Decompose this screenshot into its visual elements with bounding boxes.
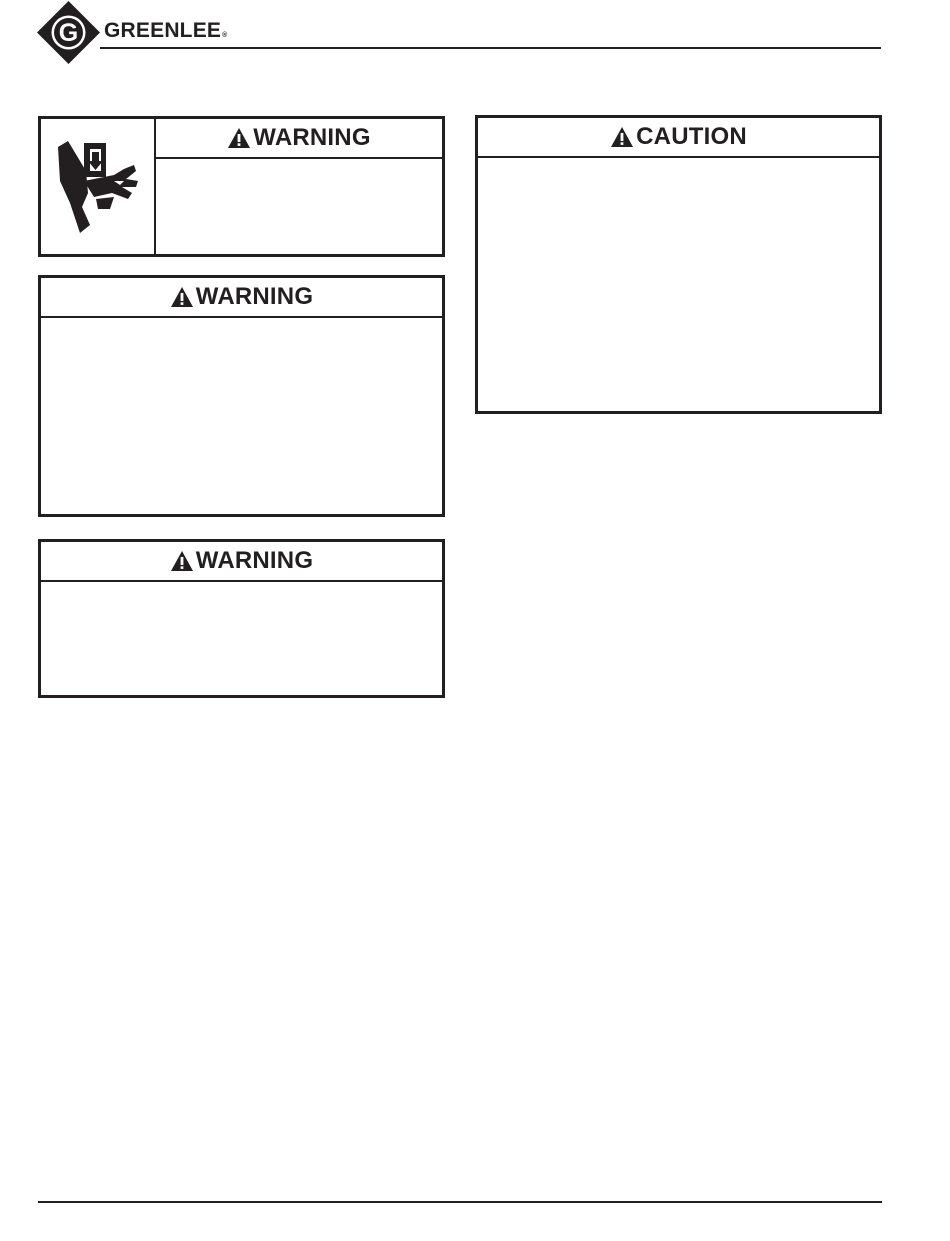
signal-word: CAUTION [636,123,747,150]
alert-triangle-icon [227,127,251,149]
warning-box-pinch-point [38,116,445,257]
brand-name [104,20,227,41]
signal-word: WARNING [195,547,314,574]
svg-text:G: G [58,19,79,47]
greenlee-logo [37,1,100,64]
caution-box [475,115,882,414]
brand-name-text: GREENLEE [104,19,222,42]
warning-box-3 [38,539,445,698]
pictogram-cell [41,119,156,254]
warning-box-2 [38,275,445,517]
alert-triangle-icon [170,286,194,308]
warning-header [156,119,442,159]
caution-header [478,118,879,158]
registered-mark: ® [222,32,228,39]
signal-word: WARNING [253,124,371,151]
alert-triangle-icon [170,550,194,572]
warning-header [41,278,442,318]
alert-triangle-icon [610,126,634,148]
footer-rule [38,1201,882,1203]
signal-word: WARNING [195,283,314,310]
warning-header [41,542,442,582]
header-rule [100,47,881,49]
hand-crush-icon [54,137,142,237]
